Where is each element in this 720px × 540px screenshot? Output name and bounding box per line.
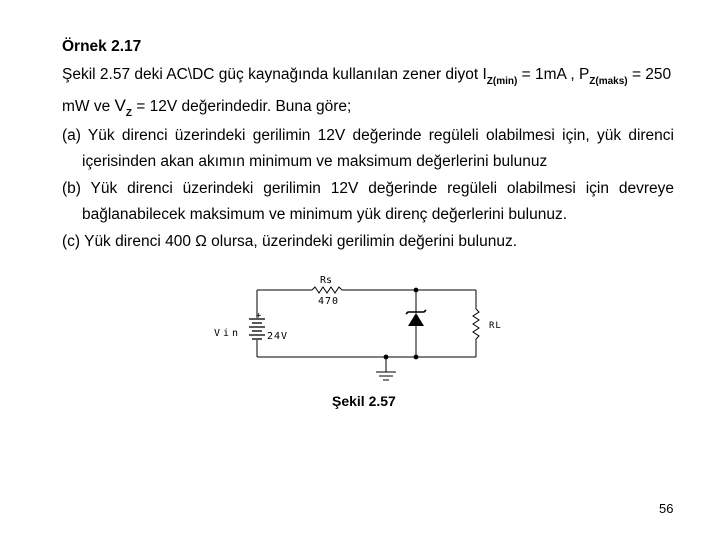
- intro-text: Şekil 2.57 deki AC\DC güç kaynağında kullanılan zener diyot: [62, 66, 483, 83]
- battery-plus: +: [256, 311, 262, 321]
- question-b-line-2: bağlanabilecek maksimum ve minimum yük direnç değerlerini bulunuz.: [82, 206, 568, 223]
- vz-subscript: Z: [125, 108, 132, 119]
- rs-label: Rs: [320, 275, 333, 286]
- question-a-line-2: içerisinden akan akımın minimum ve maksimum değerlerini bulunuz: [82, 153, 548, 170]
- junction-dot: [384, 355, 389, 360]
- figure-caption: Şekil 2.57: [332, 393, 396, 409]
- rl-resistor: [473, 309, 479, 339]
- battery-symbol: [249, 319, 265, 339]
- vz-value: = 12V değerindedir. Buna göre;: [131, 98, 352, 115]
- intro-text-2: mW ve: [62, 98, 115, 115]
- iz-symbol: I: [482, 66, 487, 83]
- page-number: 56: [659, 501, 674, 516]
- rs-resistor: [312, 287, 342, 293]
- pz-symbol: P: [578, 66, 590, 83]
- question-c: (c) Yük direnci 400 Ω olursa, üzerindeki gerilimin değerini bulunuz.: [62, 233, 518, 250]
- zener-diode-icon: [408, 313, 424, 326]
- vin-label: Vin: [214, 328, 242, 339]
- page-title: Örnek 2.17: [62, 38, 142, 55]
- junction-dot: [414, 288, 419, 293]
- iz-subscript: Z(min): [486, 76, 518, 87]
- question-b-line-1: (b) Yük direnci üzerindeki gerilimin 12V değerinde regüleli olabilmesi için devreye: [62, 180, 674, 197]
- source-value: 24V: [267, 331, 289, 342]
- pz-value: = 250: [627, 66, 672, 83]
- rl-label: RL: [489, 321, 502, 331]
- pz-subscript: Z(maks): [589, 76, 628, 87]
- rs-value: 470: [318, 296, 340, 307]
- question-a-line-1: (a) Yük direnci üzerindeki gerilimin 12V değerinde regüleli olabilmesi için, yük direnci: [62, 127, 674, 144]
- iz-value: = 1mA ,: [517, 66, 579, 83]
- vz-symbol: V: [114, 96, 126, 115]
- junction-dot: [414, 355, 419, 360]
